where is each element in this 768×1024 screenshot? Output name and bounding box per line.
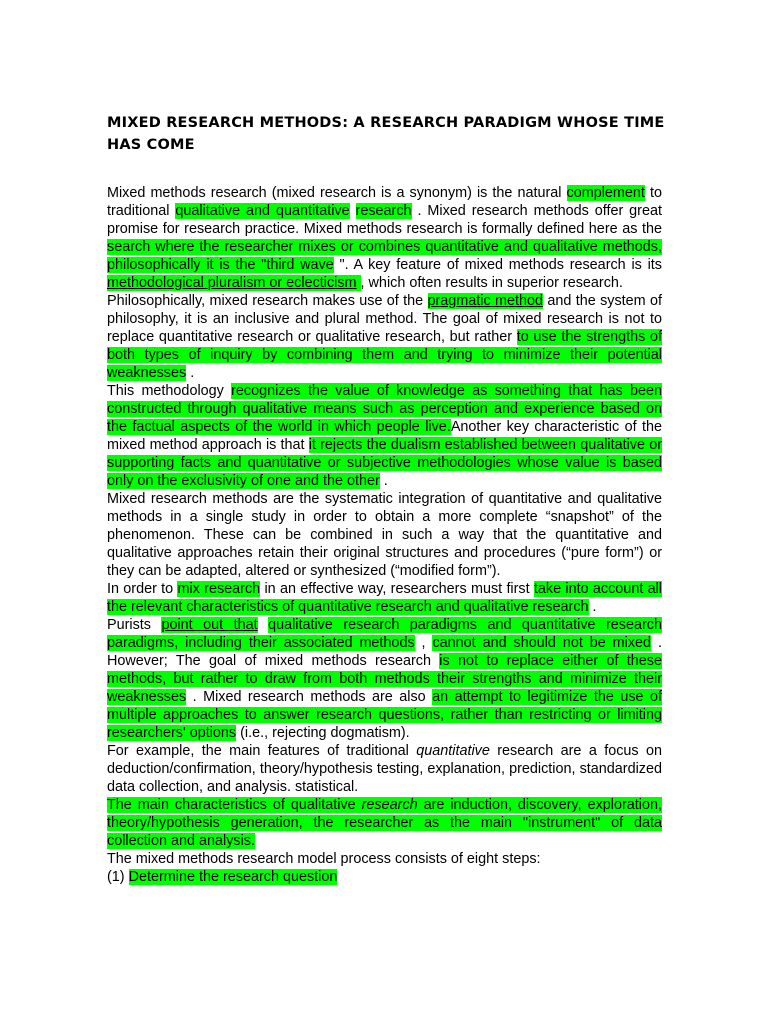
highlighted-text: philosophically it is the "third wave	[107, 257, 334, 273]
text-segment: quantitative	[416, 743, 490, 759]
highlighted-text: qualitative research paradigms and quantitative research paradigms, including their associated methods	[107, 617, 662, 651]
highlighted-text: pragmatic method	[427, 293, 544, 309]
highlighted-text: is not to replace either of these methods, but rather to draw from both methods their strengths and minimize their weaknesses	[107, 653, 662, 705]
text-segment: . Mixed research methods are also	[186, 689, 433, 705]
text-segment: .	[588, 599, 597, 615]
highlighted-text: are	[417, 797, 451, 813]
highlighted-text: mix research	[177, 581, 261, 597]
text-segment	[350, 203, 356, 219]
document-title: MIXED RESEARCH METHODS: A RESEARCH PARADIGM WHOSE TIME HAS COME	[107, 115, 665, 153]
paragraph-intro	[107, 184, 662, 292]
text-segment: (1)	[107, 869, 129, 885]
text-segment: Philosophically, mixed research makes use of the	[107, 293, 428, 309]
text-segment: ". A key feature of mixed methods research is its	[333, 257, 662, 273]
paragraph-example	[107, 742, 662, 796]
text-segment: ,	[414, 635, 433, 651]
text-segment: The mixed methods research model process consists of eight steps:	[107, 851, 541, 867]
text-segment: in an effective way, researchers must first	[260, 581, 534, 597]
highlighted-text: The main characteristics of qualitative	[107, 797, 362, 813]
text-segment: Another key characteristic of the mixed method approach is that	[107, 419, 662, 453]
text-segment: . However; The goal of mixed methods research	[107, 635, 662, 669]
highlighted-text: methodological pluralism or eclecticism	[107, 275, 357, 291]
highlighted-text: research	[355, 203, 412, 219]
text-segment: research are a focus on deduction/confirmation, theory/hypothesis testing, explanation, prediction, standardized data collection, and analysis. statistical.	[107, 743, 662, 795]
text-segment: to traditional	[107, 185, 662, 219]
text-segment: In order to	[107, 581, 178, 597]
highlighted-text: cannot and should not be mixed	[432, 635, 652, 651]
text-segment: For example, the main features of traditional	[107, 743, 417, 759]
highlighted-text: complement	[566, 185, 645, 201]
text-segment: Purists	[107, 617, 162, 633]
text-segment: This methodology	[107, 383, 232, 399]
paragraph-characteristics	[107, 796, 662, 850]
text-segment: , which often results in superior research.	[360, 275, 623, 291]
text-segment: Mixed methods research (mixed research is a synonym) is the natural	[107, 185, 567, 201]
paragraph-step-1	[107, 868, 662, 886]
highlighted-text: induction, discovery, exploration, theory/hypothesis generation, the researcher as the main "instrument" of data collection and analysis.	[107, 797, 663, 849]
highlighted-text: it rejects the dualism established between qualitative or supporting facts and quantitative or subjective methodologies whose value is based only on the exclusivity of one and the other	[107, 437, 662, 489]
document-body	[107, 184, 662, 886]
paragraph-integration	[107, 490, 662, 580]
highlighted-text: point out that	[161, 617, 258, 633]
text-segment: Mixed research methods are the systematic integration of quantitative and qualitative methods in a single study in order to obtain a more complete “snapshot” of the phenomenon. These can be combined in such a way that the quantitative and qualitative approaches retain their original structures and procedures (“pure form”) or they can be adapted, altered or synthesized (“modified form”).	[107, 491, 662, 579]
highlighted-text: research	[361, 797, 418, 813]
paragraph-purists	[107, 616, 662, 742]
text-segment: .	[379, 473, 388, 489]
paragraph-in-order	[107, 580, 662, 616]
highlighted-text: take into account all the relevant characteristics of quantitative research and qualitative research	[107, 581, 663, 615]
paragraph-methodology	[107, 382, 662, 490]
highlighted-text: Determine the research question	[128, 869, 338, 885]
paragraph-philosophically	[107, 292, 662, 382]
text-segment: .	[186, 365, 195, 381]
text-segment: and the system of philosophy, it is an inclusive and plural method. The goal of mixed research is not to replace quantitative research or qualitative research, but rather	[107, 293, 662, 345]
text-segment: . Mixed research methods offer great promise for research practice. Mixed methods research is formally defined here as the	[107, 203, 662, 237]
paragraph-steps	[107, 850, 662, 868]
highlighted-text: qualitative and quantitative	[175, 203, 350, 219]
highlighted-text: search where the researcher mixes or combines quantitative and qualitative methods,	[107, 239, 662, 255]
text-segment: (i.e., rejecting dogmatism).	[236, 725, 410, 741]
highlighted-text: recognizes the value of knowledge as something that has been constructed through qualitative means such as perception and experience based on the factual aspects of the world in which people live.	[107, 383, 662, 435]
text-segment	[258, 617, 268, 633]
highlighted-text: to use the strengths of both types of inquiry by combining them and trying to minimize their potential weaknesses	[107, 329, 662, 381]
highlighted-text: an attempt to legitimize the use of multiple approaches to answer research questions, rather than restricting or limiting researchers' options	[107, 689, 662, 741]
